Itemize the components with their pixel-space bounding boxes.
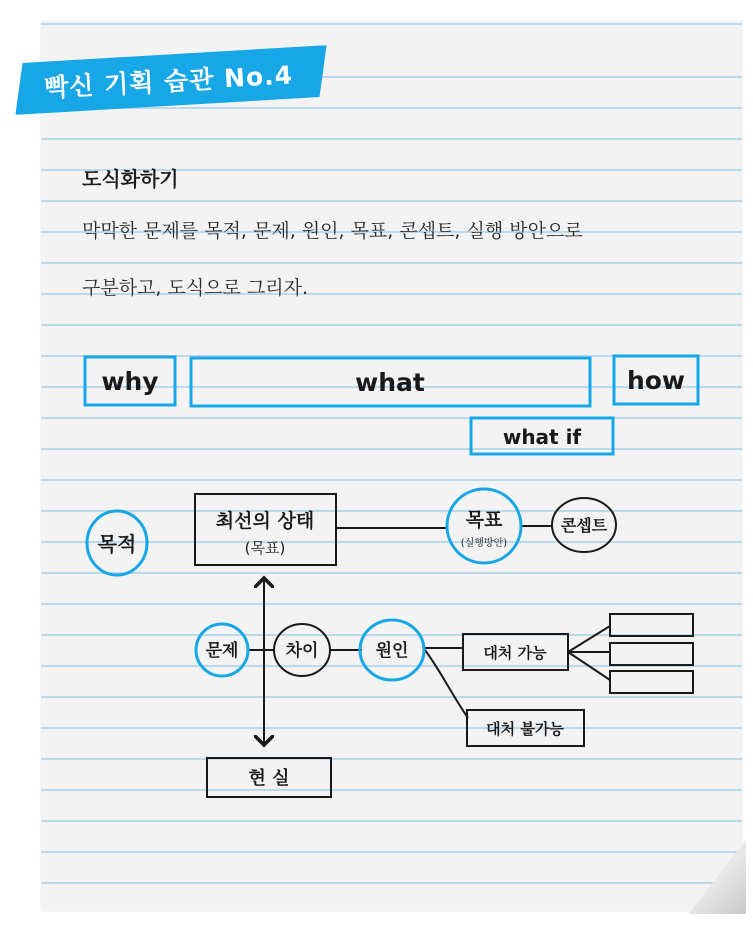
how-box bbox=[614, 356, 698, 404]
why-label: why bbox=[101, 367, 159, 396]
reality-label: 현 실 bbox=[248, 768, 290, 789]
purpose-node bbox=[87, 511, 147, 575]
gap-label: 차이 bbox=[285, 641, 319, 661]
concept-node bbox=[552, 498, 616, 552]
unsolvable-node bbox=[467, 710, 584, 746]
cause-node bbox=[360, 620, 424, 680]
option-box-2 bbox=[610, 643, 693, 665]
best-state-node bbox=[195, 494, 336, 565]
unsolvable-label: 대처 불가능 bbox=[486, 720, 564, 738]
purpose-label: 목적 bbox=[97, 532, 137, 556]
connector-cause-unsolvable bbox=[425, 650, 468, 718]
problem-node bbox=[196, 624, 248, 676]
connector-solvable-option-3 bbox=[568, 652, 610, 680]
goal-sub: (실행방안) bbox=[460, 538, 508, 549]
reality-node bbox=[207, 758, 331, 797]
goal-label: 목표 bbox=[465, 509, 503, 531]
concept-label: 콘셉트 bbox=[560, 516, 608, 535]
connector-solvable-option-1 bbox=[568, 626, 610, 652]
why-box bbox=[85, 357, 175, 405]
solvable-node bbox=[463, 634, 568, 670]
best-state-sub: (목표) bbox=[244, 539, 286, 557]
problem-label: 문제 bbox=[205, 641, 239, 661]
section-heading: 도식화하기 bbox=[82, 167, 179, 191]
cause-label: 원인 bbox=[375, 641, 409, 661]
best-state-label: 최선의 상태 bbox=[215, 510, 315, 532]
gap-node bbox=[274, 624, 330, 676]
what-box bbox=[191, 358, 590, 406]
option-box-1 bbox=[610, 614, 693, 636]
ribbon-title: 빡신 기획 습관 No.4 bbox=[43, 60, 294, 103]
description-line-1: 막막한 문제를 목적, 문제, 원인, 목표, 콘셉트, 실행 방안으로 bbox=[82, 220, 583, 242]
what-if-box bbox=[471, 418, 613, 454]
goal-node bbox=[447, 489, 521, 563]
what-if-label: what if bbox=[502, 425, 582, 449]
what-label: what bbox=[355, 368, 425, 397]
solvable-label: 대처 가능 bbox=[483, 644, 547, 662]
how-label: how bbox=[626, 366, 686, 395]
option-box-3 bbox=[610, 671, 693, 693]
description-line-2: 구분하고, 도식으로 그리자. bbox=[82, 277, 309, 299]
